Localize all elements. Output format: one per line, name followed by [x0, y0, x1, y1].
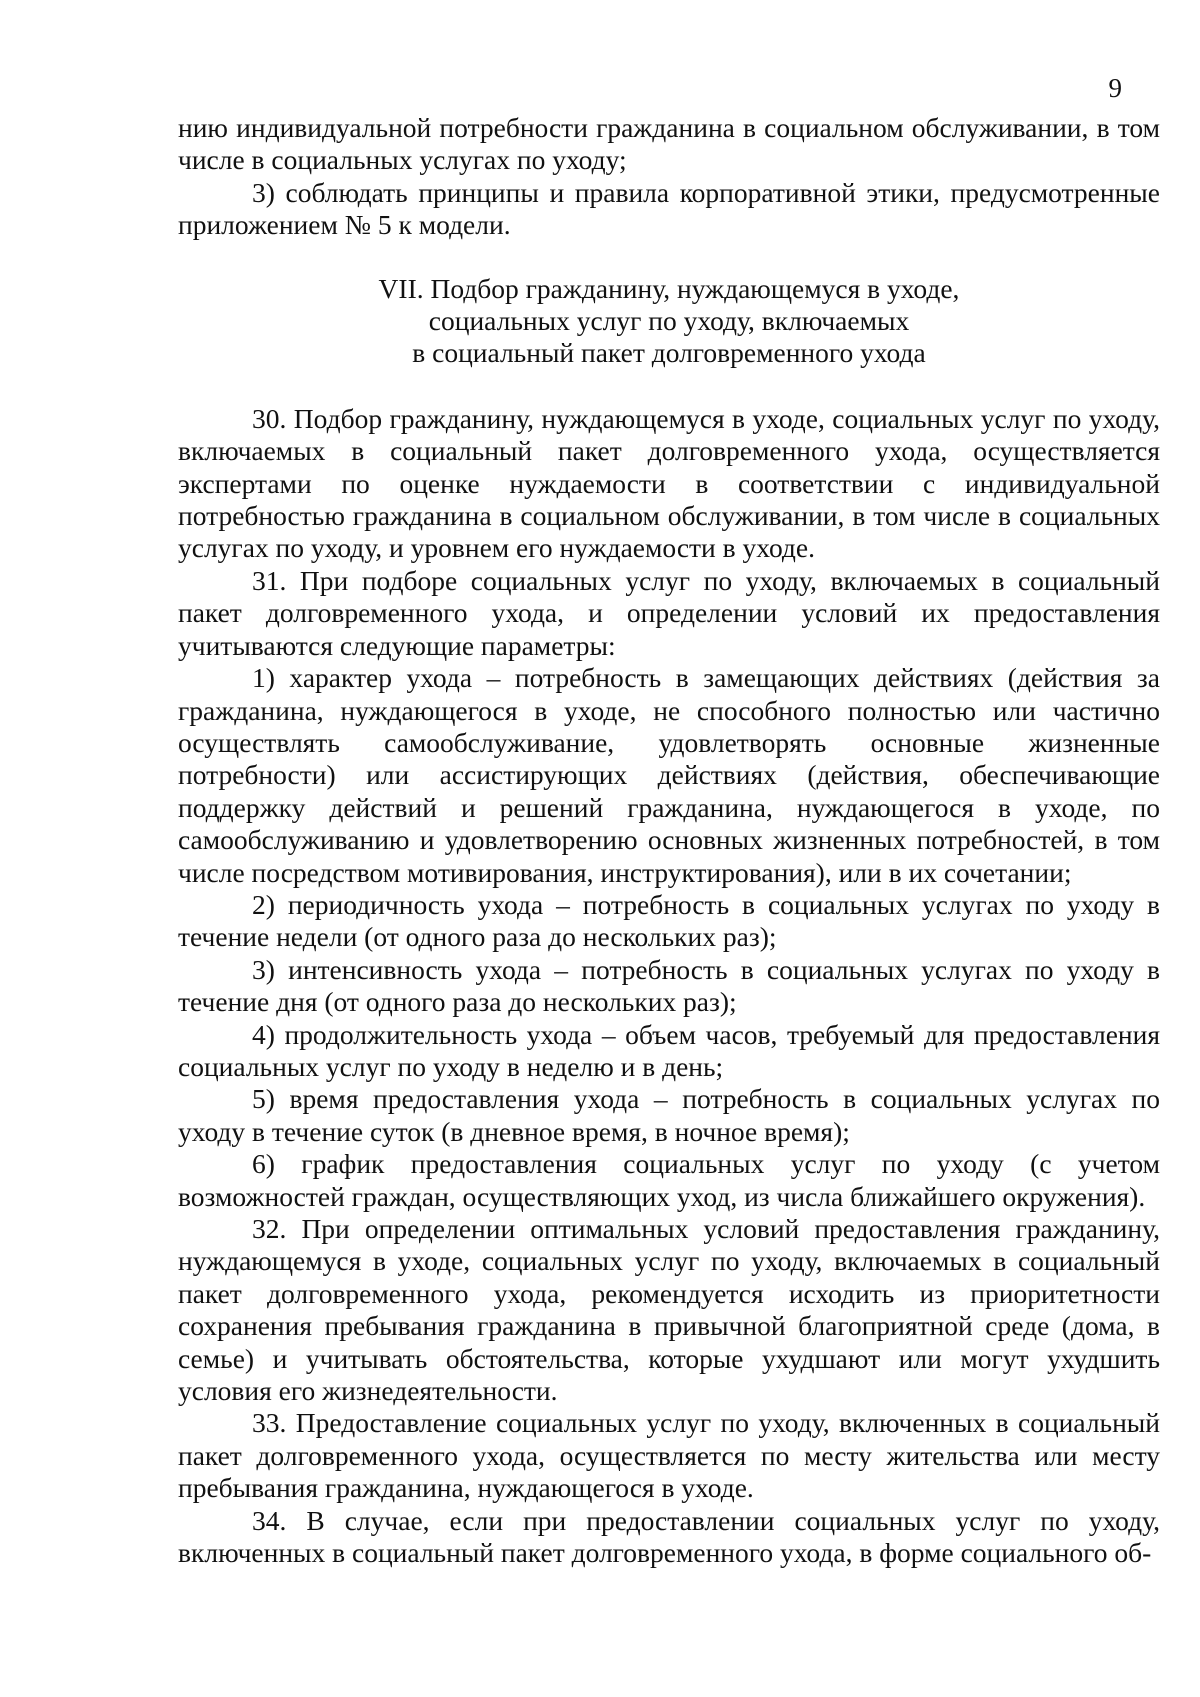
section-heading-line-2: социальных услуг по уходу, включаемых: [428, 305, 910, 337]
section-heading-line-3: в социальный пакет долговременного ухода: [412, 337, 926, 369]
section-heading-line-1: VII. Подбор гражданину, нуждающемуся в уходе,: [378, 272, 960, 304]
paragraph-31-item-4: 4) продолжительность ухода – объем часов, требуемый для предоставления социальных услуг по уходу в неделю и в день;: [178, 1018, 1160, 1082]
paragraph-31-item-2: 2) периодичность ухода – потребность в социальных услугах по уходу в течение недели (от одного раза до нескольких раз);: [178, 888, 1160, 953]
paragraph-30: 30. Подбор гражданину, нуждающемуся в уходе, социальных услуг по уходу, включаемых в социальный пакет долговременного ухода, осуществляется экспертами по оценке нуждаемости в соответствии с индивидуальной потребностью гражданина в социальном обслуживании, в том числе в социальных услугах по уходу, и уровнем его нуждаемости в уходе.: [178, 402, 1160, 564]
paragraph-33: 33. Предоставление социальных услуг по уходу, включенных в социальный пакет долговременного ухода, осуществляется по месту жительства или месту пребывания гражданина, нуждающегося в уходе.: [178, 1407, 1160, 1504]
paragraph-32: 32. При определении оптимальных условий предоставления гражданину, нуждающемуся в уходе, социальных услуг по уходу, включаемых в социальный пакет долговременного ухода, рекомендуется исходить из приоритетности сохранения пребывания гражданина в привычной благоприятной среде (дома, в семье) и учитывать обстоятельства, которые ухудшают или могут ухудшить условия его жизнедеятельности.: [178, 1213, 1160, 1407]
page-number: 9: [1108, 73, 1122, 103]
paragraph-continuation: нию индивидуальной потребности гражданина в социальном обслуживании, в том числе в социальных услугах по уходу;: [178, 112, 1160, 176]
paragraph-31-item-5: 5) время предоставления ухода – потребность в социальных услугах по уходу в течение суток (в дневное время, в ночное время);: [178, 1083, 1160, 1147]
paragraph-34: 34. В случае, если при предоставлении социальных услуг по уходу, включенных в социальный пакет долговременного ухода, в форме социального об-: [178, 1504, 1160, 1569]
paragraph-31: 31. При подборе социальных услуг по уходу, включаемых в социальный пакет долговременного ухода, и определении условий их предоставления учитываются следующие параметры:: [178, 564, 1160, 661]
paragraph-31-item-3: 3) интенсивность ухода – потребность в социальных услугах по уходу в течение дня (от одного раза до нескольких раз);: [178, 953, 1160, 1018]
paragraph-31-item-6: 6) график предоставления социальных услуг по уходу (с учетом возможностей граждан, осуществляющих уход, из числа ближайшего окружения).: [178, 1148, 1160, 1212]
document-body: [178, 112, 1160, 1569]
list-item-3-ethics: 3) соблюдать принципы и правила корпоративной этики, предусмотренные приложением № 5 к модели.: [178, 176, 1160, 241]
section-heading: [178, 273, 1160, 370]
paragraph-31-item-1: 1) характер ухода – потребность в замещающих действиях (действия за гражданина, нуждающегося в уходе, не способного полностью или частично осуществлять самообслуживание, удовлетворять основные жизненные потребности) или ассистирующих действиях (действия, обеспечивающие поддержку действий и решений гражданина, нуждающегося в уходе, по самообслуживанию и удовлетворению основных жизненных потребностей, в том числе посредством мотивирования, инструктирования), или в их сочетании;: [178, 662, 1160, 888]
